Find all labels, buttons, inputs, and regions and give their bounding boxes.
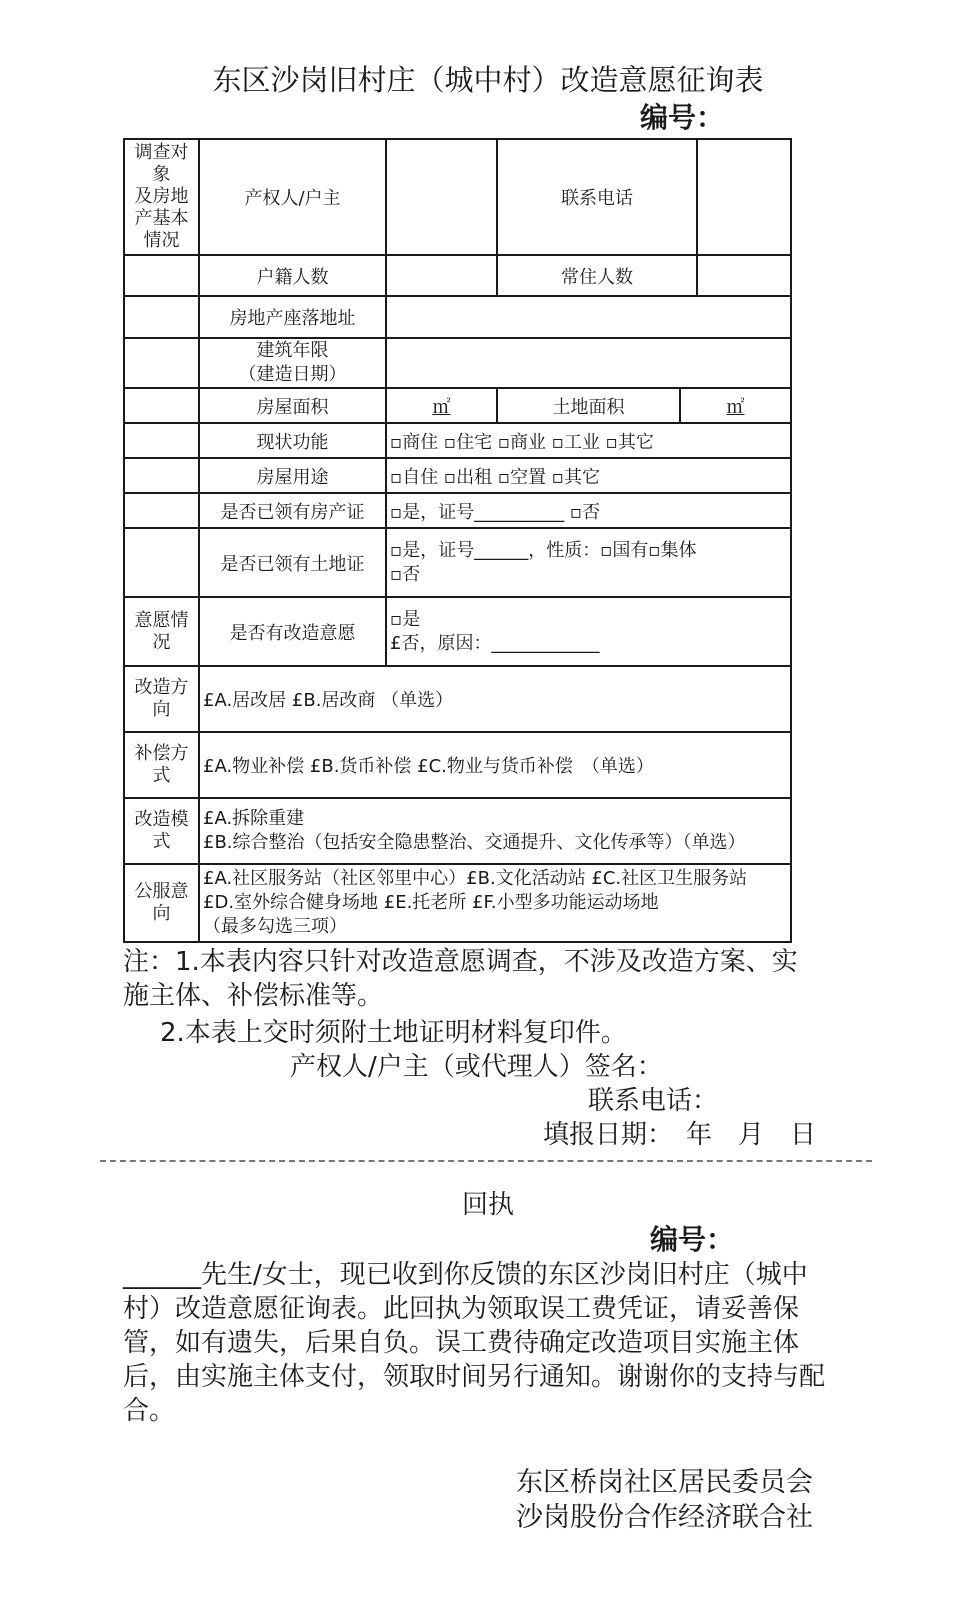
intent-options[interactable] [386,597,791,666]
status-options[interactable]: ▫商住 ▫住宅 ▫商业 ▫工业 ▫其它 [386,423,791,458]
survey-form-table [123,138,792,943]
cut-line-divider [100,1160,872,1162]
facilities-hint: （最多勾选三项） [203,916,347,937]
household-count-field[interactable] [386,255,497,296]
phone-label: 联系电话 [497,139,697,255]
household-count-label: 户籍人数 [199,255,386,296]
blank-cell [124,388,199,423]
blank-cell [124,296,199,338]
land-area-label: 土地面积 [497,388,680,423]
blank-cell [124,493,199,528]
blank-cell [124,528,199,597]
blank-cell [124,458,199,493]
section-mode: 改造模式 [124,798,199,864]
blank-cell [124,338,199,388]
section-basic-info: 调查对象 及房地产基本情况 [124,139,199,255]
receipt-title: 回执 [461,1190,514,1220]
note-2: 2.本表上交时须附土地证明材料复印件。 [160,1018,627,1048]
area-unit: ㎡ [432,396,451,418]
owner-field[interactable] [386,139,497,255]
fill-date-label: 填报日期： 年 月 日 [543,1120,817,1150]
land-cert-line[interactable]: ▫是，证号______，性质：▫国有▫集体 [390,539,697,561]
mode-option-b[interactable]: £B.综合整治（包括安全隐患整治、交通提升、文化传承等）（单选） [203,832,746,853]
address-label: 房地产座落地址 [199,296,386,338]
owner-label: 产权人/户主 [199,139,386,255]
section-direction: 改造方向 [124,666,199,732]
section-intent: 意愿情况 [124,597,199,666]
note-1: 注：1.本表内容只针对改造意愿调查，不涉及改造方案、实施主体、补偿标准等。 [123,947,798,1011]
intent-label: 是否有改造意愿 [199,597,386,666]
compensation-options[interactable]: £A.物业补偿 £B.货币补偿 £C.物业与货币补偿 （单选） [199,732,791,798]
build-year-field[interactable] [386,338,791,388]
signature-label: 产权人/户主（或代理人）签名： [290,1052,663,1082]
land-cert-label: 是否已领有土地证 [199,528,386,597]
usage-options[interactable]: ▫自住 ▫出租 ▫空置 ▫其它 [386,458,791,493]
house-area-field[interactable] [386,388,497,423]
direction-options[interactable]: £A.居改居 £B.居改商 （单选） [199,666,791,732]
serial-number-label: 编号： [640,101,725,134]
intent-yes[interactable]: ▫是 [390,608,421,630]
usage-label: 房屋用途 [199,458,386,493]
land-area-field[interactable] [680,388,791,423]
build-year-label: 建筑年限 （建造日期） [199,338,386,388]
receipt-serial-label: 编号： [650,1223,735,1256]
section-compensation: 补偿方式 [124,732,199,798]
section-facilities: 公服意向 [124,864,199,942]
mode-option-a[interactable]: £A.拆除重建 [203,808,305,829]
form-title: 东区沙岗旧村庄（城中村）改造意愿征询表 [212,63,764,97]
land-cert-line[interactable]: ▫否 [390,563,421,585]
property-cert-options[interactable]: ▫是，证号__________ ▫否 [386,493,791,528]
status-label: 现状功能 [199,423,386,458]
resident-count-field[interactable] [697,255,791,296]
issuer-cooperative: 沙岗股份合作经济联合社 [516,1502,813,1533]
receipt-body: ______先生/女士，现已收到你反馈的东区沙岗旧村庄（城中村）改造意愿征询表。此回执为领取误工费凭证，请妥善保管，如有遗失，后果自负。误工费待确定改造项目实施主体后，由实施主体支付，领取时间另行通知。谢谢你的支持与配合。 [123,1260,826,1426]
facilities-options[interactable] [199,864,791,942]
mode-options[interactable] [199,798,791,864]
land-cert-options[interactable] [386,528,791,597]
property-cert-label: 是否已领有房产证 [199,493,386,528]
facilities-line[interactable]: £A.社区服务站（社区邻里中心）£B.文化活动站 £C.社区卫生服务站 [203,868,748,889]
resident-count-label: 常住人数 [497,255,697,296]
blank-cell [124,423,199,458]
contact-phone-label: 联系电话： [588,1086,719,1116]
area-unit: ㎡ [726,396,745,418]
address-field[interactable] [386,296,791,338]
house-area-label: 房屋面积 [199,388,386,423]
phone-field[interactable] [697,139,791,255]
intent-no[interactable]: £否，原因：____________ [390,632,600,654]
facilities-line[interactable]: £D.室外综合健身场地 £E.托老所 £F.小型多功能运动场地 [203,892,659,913]
blank-cell [124,255,199,296]
issuer-committee: 东区桥岗社区居民委员会 [516,1467,813,1498]
